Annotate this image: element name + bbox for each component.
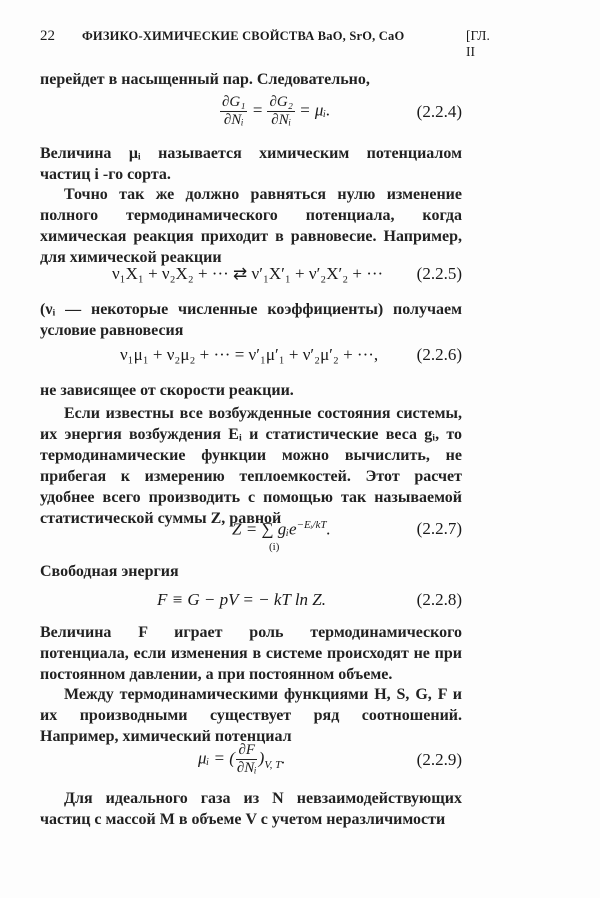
- page-header: [40, 28, 490, 59]
- equation-2-2-4: $\frac{\text{∂G₁}}{\text{∂Nᵢ}}$ = $\frac{\text{∂G₂}}{\text{∂Nᵢ}}$ = μᵢ. (2.2.4): [222, 94, 462, 128]
- fraction: $\frac{\text{∂G₂}}{\text{∂Nᵢ}}$: [269, 94, 293, 128]
- chapter-label: [ГЛ. II: [466, 28, 490, 59]
- paragraph-5: не зависящее от скорости реакции.: [40, 382, 294, 399]
- equation-number: (2.2.4): [416, 102, 462, 121]
- paragraph-3: Точно так же должно равняться нулю изменение полного термодинамического потенциала, когда химическая реакция приходит в равновесие. Например, для химической реакции: [40, 186, 462, 266]
- equation-2-2-7: Z = ∑ gᵢe$^{-Eᵢ/kT}$. (i) (2.2.7): [232, 519, 462, 553]
- equation-2-2-6: ν₁μ₁ + ν₂μ₂ + ··· = ν′₁μ′₁ + ν′₂μ′₂ + ···, (2.2.6): [120, 345, 462, 364]
- fraction: $\frac{\partial F}{\text{∂Nᵢ}}$: [236, 742, 257, 776]
- paragraph-9: Между термодинамическими функциями H, S, G, F и их производными существует ряд соотношений. Например, химический потенциал: [40, 686, 462, 745]
- page-number: 22: [40, 28, 55, 44]
- paragraph-1: перейдет в насыщенный пар. Следовательно,: [40, 71, 370, 88]
- equation-number: (2.2.7): [416, 519, 462, 538]
- equation-number: (2.2.5): [416, 264, 462, 283]
- equation-number: (2.2.8): [416, 590, 462, 609]
- equation-number: (2.2.6): [416, 345, 462, 364]
- paragraph-4: (νᵢ — некоторые численные коэффициенты) получаем условие равновесия: [40, 301, 462, 339]
- equation-number: (2.2.9): [416, 750, 462, 769]
- paragraph-10: Для идеального газа из N невзаимодействующих частиц с массой M в объеме V с учетом неразличимости: [40, 790, 462, 828]
- paragraph-6: Если известны все возбужденные состояния системы, их энергия возбуждения Eᵢ и статистические веса gᵢ, то термодинамические функции можно вычислить, не прибегая к измерению теплоемкостей. Этот расчет удобнее всего производить с помощью так называемой статистической суммы Z, равной: [40, 405, 462, 527]
- equation-2-2-9: μᵢ = ( $\frac{\partial F}{\text{∂Nᵢ}}$ )$_{V, T}$. (2.2.9): [198, 742, 462, 776]
- equation-2-2-5: ν₁X₁ + ν₂X₂ + ··· ⇄ ν′₁X′₁ + ν′₂X′₂ + ··· (2.2.5): [112, 264, 462, 283]
- running-title: ФИЗИКО-ХИМИЧЕСКИЕ СВОЙСТВА BaO, SrO, CaO: [82, 29, 405, 43]
- equation-2-2-8: F ≡ G − pV = − kT ln Z. (2.2.8): [157, 590, 462, 609]
- fraction: $\frac{\text{∂G₁}}{\text{∂Nᵢ}}$: [222, 94, 246, 128]
- paragraph-7: Свободная энергия: [40, 563, 179, 580]
- paragraph-2: Величина μᵢ называется химическим потенциалом частиц i -го сорта.: [40, 145, 462, 183]
- paragraph-8: Величина F играет роль термодинамического потенциала, если изменения в системе происходят не при постоянном давлении, а при постоянном объеме.: [40, 624, 462, 683]
